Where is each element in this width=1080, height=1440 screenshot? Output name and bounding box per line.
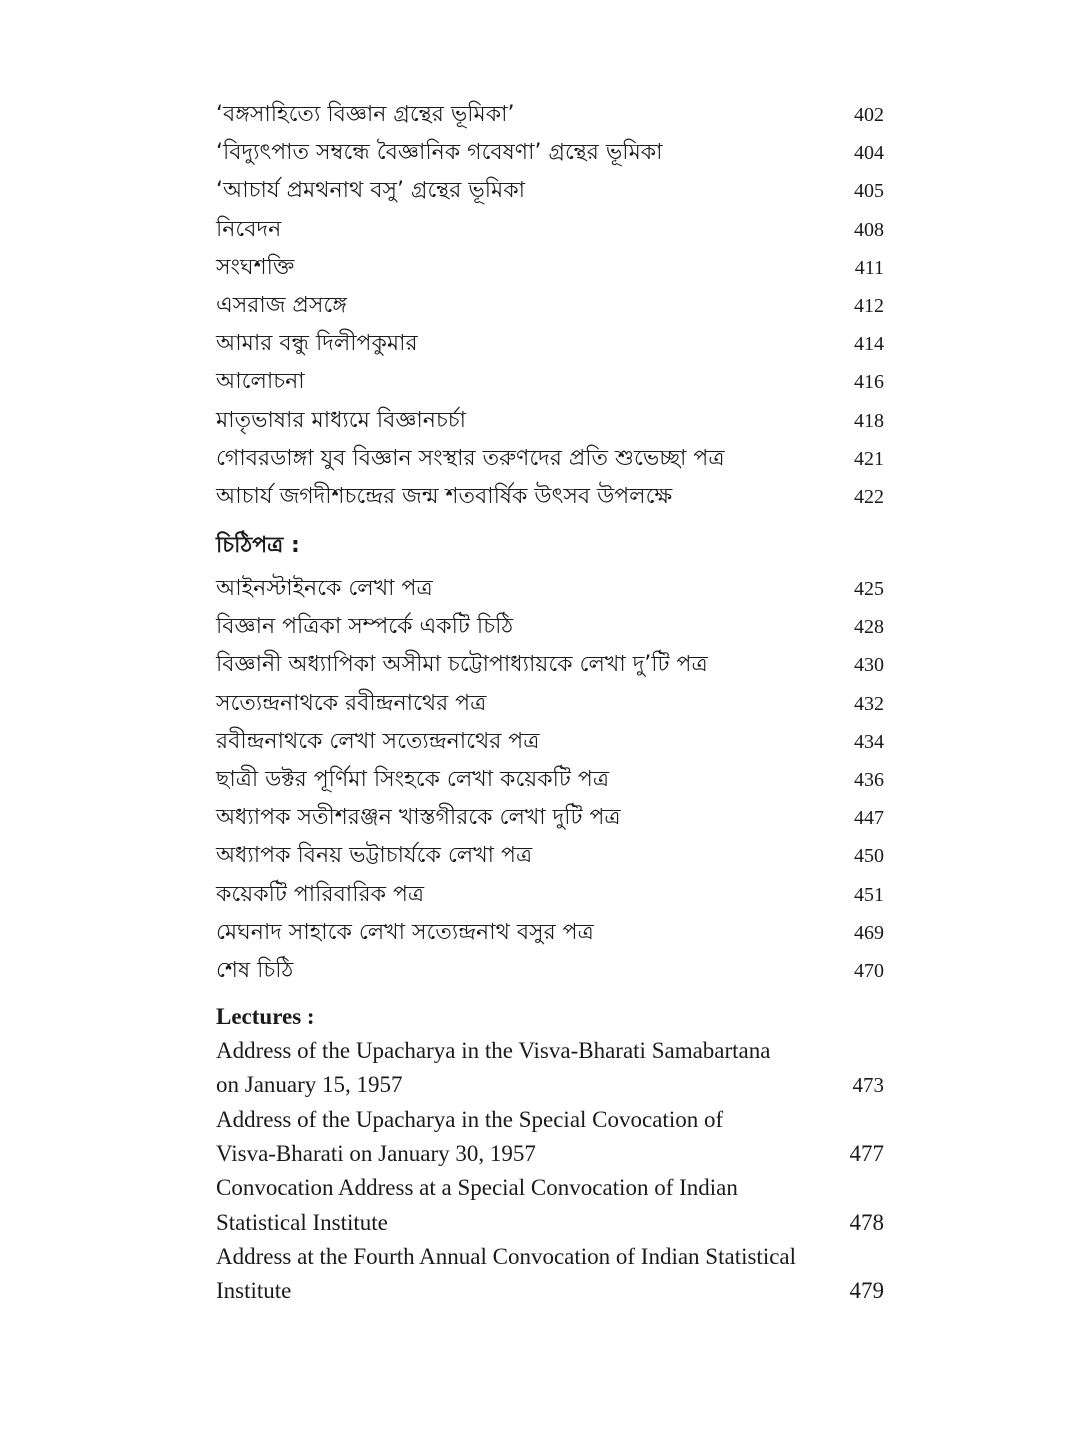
- toc-entry: [216, 1034, 884, 1103]
- toc-entry-title: এসরাজ প্রসঙ্গে: [216, 292, 347, 318]
- toc-entry: [216, 478, 884, 516]
- toc-entry-page: 414: [854, 333, 884, 356]
- toc-entry-title: বিজ্ঞানী অধ্যাপিকা অসীমা চট্টোপাধ্যায়কে লেখা দু’টি পত্র: [216, 652, 708, 678]
- toc-entry-title: আচার্য জগদীশচন্দ্রের জন্ম শতবার্ষিক উৎসব উপলক্ষে: [216, 483, 673, 509]
- toc-entry-page: 450: [854, 845, 884, 868]
- toc-entry-page: 432: [854, 692, 884, 715]
- toc-entry: [216, 1103, 884, 1172]
- toc-entry-page: 479: [849, 1278, 884, 1304]
- toc-entry-page: 418: [854, 409, 884, 432]
- toc-entry-page: 478: [849, 1209, 884, 1235]
- toc-entry-title: আমার বন্ধু দিলীপকুমার: [216, 331, 418, 357]
- toc-entry-page: 470: [854, 959, 884, 982]
- toc-entry-page: 408: [854, 218, 884, 241]
- toc-entry-page: 411: [854, 256, 884, 279]
- toc-entry-title: সত্যেন্দ্রনাথকে রবীন্দ্রনাথের পত্র: [216, 690, 487, 716]
- toc-entry: [216, 96, 884, 134]
- toc-entry-title: মাতৃভাষার মাধ্যমে বিজ্ঞানচর্চা: [216, 407, 467, 433]
- toc-entry: [216, 363, 884, 401]
- toc-entry-title: রবীন্দ্রনাথকে লেখা সত্যেন্দ্রনাথের পত্র: [216, 728, 540, 754]
- toc-entry-title: সংঘশক্তি: [216, 254, 295, 280]
- toc-entry-page: 436: [854, 769, 884, 791]
- toc-entry: [216, 249, 884, 287]
- toc-entry: [216, 1240, 884, 1309]
- toc-entry-title: আলোচনা: [216, 369, 305, 395]
- toc-entry-title-line1: Address at the Fourth Annual Convocation of Indian Statistical: [216, 1243, 797, 1269]
- toc-entry-page: 402: [854, 104, 884, 126]
- toc-entry: [216, 761, 884, 799]
- toc-entry-title: ছাত্রী ডক্টর পূর্ণিমা সিংহকে লেখা কয়েকটি পত্র: [216, 767, 610, 792]
- toc-entry-title-line2: Statistical Institute: [216, 1209, 388, 1235]
- toc-entry-page: 469: [854, 921, 884, 944]
- toc-entry-title: ‘আচার্য প্রমথনাথ বসু’ গ্রন্থের ভূমিকা: [216, 178, 526, 204]
- toc-entry-page: 451: [854, 883, 884, 906]
- toc-entry-title: মেঘনাদ সাহাকে লেখা সত্যেন্দ্রনাথ বসুর পত্র: [216, 919, 594, 945]
- toc-entry: [216, 402, 884, 440]
- toc-entry-page: 422: [854, 485, 884, 508]
- toc-entry-title-line1: Address of the Upacharya in the Special Covocation of: [216, 1106, 724, 1132]
- toc-entry-page: 447: [854, 807, 884, 830]
- toc-entry: [216, 440, 884, 478]
- toc-entry: [216, 646, 884, 684]
- toc-section-essays: [216, 96, 884, 516]
- toc-entry: [216, 287, 884, 325]
- toc-section-lectures: [216, 1034, 884, 1308]
- toc-entry-page: 421: [854, 447, 884, 470]
- toc-entry-page: 434: [854, 730, 884, 753]
- toc-entry: [216, 876, 884, 914]
- toc-entry: [216, 608, 884, 646]
- toc-entry-title-line1: Address of the Upacharya in the Visva-Bharati Samabartana: [216, 1038, 771, 1064]
- toc-entry-title: কয়েকটি পারিবারিক পত্র: [216, 881, 425, 907]
- toc-entry-title-line2: on January 15, 1957: [216, 1072, 403, 1098]
- toc-entry-page: 425: [854, 578, 884, 601]
- toc-entry: [216, 685, 884, 723]
- section-heading-letters: চিঠিপত্র :: [216, 533, 300, 559]
- toc-entry-page: 412: [854, 294, 884, 317]
- toc-entry-title: ‘বিদ্যুৎপাত সম্বন্ধে বৈজ্ঞানিক গবেষণা’ গ্রন্থের ভূমিকা: [216, 140, 663, 166]
- toc-entry: [216, 325, 884, 363]
- toc-entry-title: অধ্যাপক সতীশরঞ্জন খাস্তগীরকে লেখা দুটি পত্র: [216, 805, 621, 831]
- toc-entry: [216, 723, 884, 761]
- section-heading-lectures: Lectures :: [216, 1004, 315, 1030]
- toc-section-letters: [216, 570, 884, 990]
- toc-entry: [216, 914, 884, 952]
- toc-entry-title-line1: Convocation Address at a Special Convocation of Indian: [216, 1175, 738, 1201]
- toc-entry: [216, 172, 884, 210]
- toc-entry: [216, 570, 884, 608]
- toc-entry-page: 416: [854, 371, 884, 394]
- toc-entry-title: ‘বঙ্গসাহিত্যে বিজ্ঞান গ্রন্থের ভূমিকা’: [216, 102, 515, 127]
- toc-entry-page: 430: [854, 654, 884, 677]
- toc-entry-page: 473: [852, 1073, 884, 1098]
- toc-entry-title: আইনস্টাইনকে লেখা পত্র: [216, 576, 433, 602]
- toc-entry: [216, 211, 884, 249]
- toc-entry: [216, 1171, 884, 1240]
- toc-entry: [216, 134, 884, 172]
- toc-entry-title: শেষ চিঠি: [216, 957, 294, 983]
- toc-entry-page: 428: [854, 616, 884, 639]
- toc-entry-title: অধ্যাপক বিনয় ভট্টাচার্যকে লেখা পত্র: [216, 843, 533, 869]
- toc-entry: [216, 837, 884, 875]
- toc-entry-title: গোবরডাঙ্গা যুব বিজ্ঞান সংস্থার তরুণদের প্রতি শুভেচ্ছা পত্র: [216, 445, 725, 471]
- toc-entry-title: নিবেদন: [216, 216, 282, 242]
- toc-entry-page: 405: [854, 180, 884, 203]
- toc-entry: [216, 799, 884, 837]
- toc-entry-page: 477: [849, 1141, 884, 1167]
- toc-entry-title-line2: Institute: [216, 1278, 292, 1304]
- toc-entry-title: বিজ্ঞান পত্রিকা সম্পর্কে একটি চিঠি: [216, 614, 514, 640]
- toc-entry-page: 404: [854, 142, 884, 165]
- toc-entry-title-line2: Visva-Bharati on January 30, 1957: [216, 1141, 536, 1167]
- toc-entry: [216, 952, 884, 990]
- table-of-contents: [216, 96, 884, 1309]
